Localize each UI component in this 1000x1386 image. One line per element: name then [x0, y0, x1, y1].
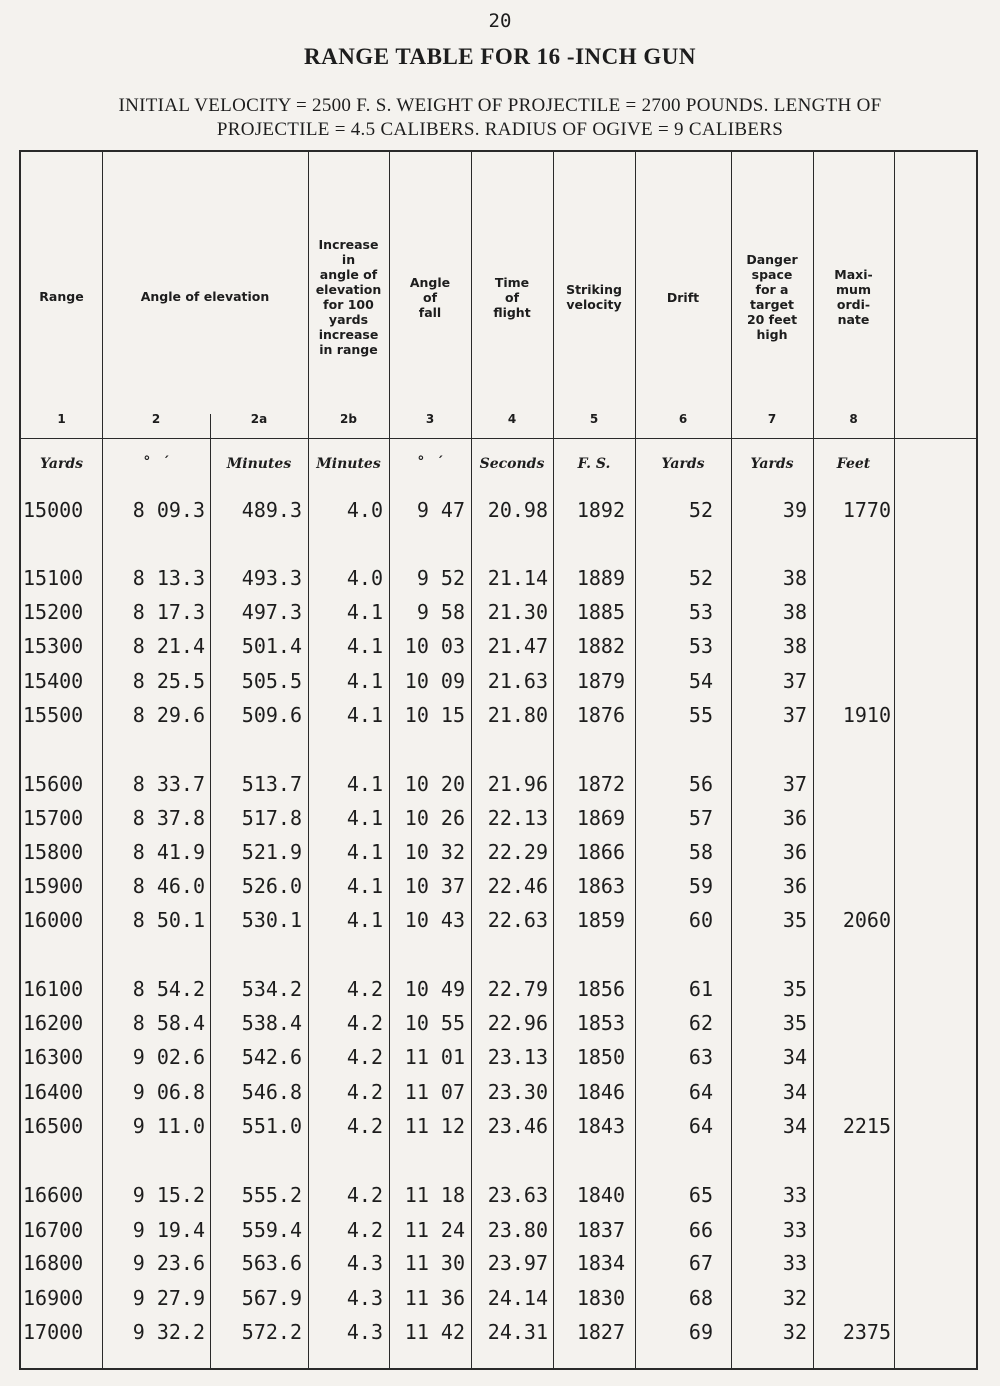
cell-vel: 1853	[576, 1011, 625, 1035]
cell-incr: 4.1	[346, 840, 383, 864]
cell-elev: 9 32.2	[132, 1320, 205, 1344]
cell-danger: 37	[782, 669, 807, 693]
cell-elev: 8 13.3	[132, 566, 205, 590]
cell-incr: 4.2	[346, 977, 383, 1001]
cell-vel: 1834	[576, 1251, 625, 1275]
cell-danger: 33	[782, 1251, 807, 1275]
cell-minutes: 493.3	[241, 566, 302, 590]
cell-range: 15700	[23, 806, 84, 830]
cell-range: 15900	[23, 874, 84, 898]
cell-vel: 1876	[576, 703, 625, 727]
cell-fall: 11 18	[404, 1183, 465, 1207]
cell-drift: 54	[688, 669, 713, 693]
cell-minutes: 501.4	[241, 634, 302, 658]
col-number: 2b	[340, 412, 357, 426]
cell-time: 23.30	[487, 1080, 548, 1104]
col-number: 8	[849, 412, 858, 426]
range-table	[19, 150, 978, 1370]
header-increase: Increase in angle of elevation for 100 yards increase in range	[315, 237, 382, 357]
cell-drift: 64	[688, 1080, 713, 1104]
cell-danger: 32	[782, 1286, 807, 1310]
cell-time: 23.13	[487, 1045, 548, 1069]
cell-fall: 11 01	[404, 1045, 465, 1069]
col-number: 2a	[250, 412, 268, 426]
cell-danger: 35	[782, 977, 807, 1001]
cell-fall: 10 09	[404, 669, 465, 693]
cell-danger: 37	[782, 703, 807, 727]
column-divider	[894, 152, 895, 1368]
cell-fall: 11 24	[404, 1218, 465, 1242]
cell-vel: 1882	[576, 634, 625, 658]
cell-danger: 33	[782, 1183, 807, 1207]
cell-vel: 1863	[576, 874, 625, 898]
header-range: Range	[39, 289, 84, 304]
cell-incr: 4.0	[346, 498, 383, 522]
cell-elev: 8 29.6	[132, 703, 205, 727]
cell-ord: 1910	[842, 703, 891, 727]
cell-time: 21.63	[487, 669, 548, 693]
header-striking-velocity: Striking velocity	[566, 282, 622, 312]
cell-danger: 34	[782, 1080, 807, 1104]
cell-time: 22.46	[487, 874, 548, 898]
cell-vel: 1866	[576, 840, 625, 864]
cell-time: 24.14	[487, 1286, 548, 1310]
cell-incr: 4.1	[346, 669, 383, 693]
cell-elev: 9 15.2	[132, 1183, 205, 1207]
unit-label: Yards	[750, 456, 794, 472]
header-elevation: Angle of elevation	[140, 289, 270, 304]
cell-time: 22.96	[487, 1011, 548, 1035]
cell-range: 15000	[23, 498, 84, 522]
cell-elev: 9 02.6	[132, 1045, 205, 1069]
cell-elev: 8 25.5	[132, 669, 205, 693]
cell-fall: 11 42	[404, 1320, 465, 1344]
cell-vel: 1850	[576, 1045, 625, 1069]
cell-fall: 10 37	[404, 874, 465, 898]
cell-fall: 9 52	[416, 566, 465, 590]
cell-range: 16100	[23, 977, 84, 1001]
cell-drift: 69	[688, 1320, 713, 1344]
cell-vel: 1846	[576, 1080, 625, 1104]
cell-vel: 1840	[576, 1183, 625, 1207]
cell-incr: 4.3	[346, 1320, 383, 1344]
cell-fall: 9 58	[416, 600, 465, 624]
unit-label: ° ′	[417, 454, 443, 470]
cell-minutes: 546.8	[241, 1080, 302, 1104]
cell-range: 16900	[23, 1286, 84, 1310]
cell-minutes: 497.3	[241, 600, 302, 624]
cell-drift: 62	[688, 1011, 713, 1035]
cell-fall: 10 15	[404, 703, 465, 727]
cell-range: 16700	[23, 1218, 84, 1242]
cell-drift: 53	[688, 600, 713, 624]
cell-elev: 8 33.7	[132, 772, 205, 796]
cell-minutes: 538.4	[241, 1011, 302, 1035]
cell-incr: 4.1	[346, 806, 383, 830]
cell-time: 21.47	[487, 634, 548, 658]
cell-range: 15100	[23, 566, 84, 590]
subtitle-line-2: PROJECTILE = 4.5 CALIBERS. RADIUS OF OGIVE = 9 CALIBERS	[216, 119, 784, 140]
cell-vel: 1889	[576, 566, 625, 590]
unit-label: Minutes	[316, 456, 381, 472]
cell-minutes: 563.6	[241, 1251, 302, 1275]
cell-minutes: 489.3	[241, 498, 302, 522]
cell-incr: 4.2	[346, 1045, 383, 1069]
cell-fall: 10 49	[404, 977, 465, 1001]
cell-incr: 4.2	[346, 1218, 383, 1242]
header-maximum-ordinate: Maxi- mum ordi- nate	[834, 267, 873, 327]
cell-drift: 66	[688, 1218, 713, 1242]
cell-elev: 8 58.4	[132, 1011, 205, 1035]
cell-minutes: 542.6	[241, 1045, 302, 1069]
cell-elev: 8 41.9	[132, 840, 205, 864]
cell-elev: 8 37.8	[132, 806, 205, 830]
cell-incr: 4.1	[346, 703, 383, 727]
cell-elev: 8 54.2	[132, 977, 205, 1001]
unit-label: ° ′	[143, 454, 169, 470]
cell-incr: 4.1	[346, 600, 383, 624]
cell-vel: 1885	[576, 600, 625, 624]
cell-vel: 1859	[576, 908, 625, 932]
cell-range: 15800	[23, 840, 84, 864]
cell-elev: 8 50.1	[132, 908, 205, 932]
cell-range: 16800	[23, 1251, 84, 1275]
cell-time: 23.80	[487, 1218, 548, 1242]
cell-time: 21.14	[487, 566, 548, 590]
cell-incr: 4.2	[346, 1080, 383, 1104]
cell-drift: 67	[688, 1251, 713, 1275]
cell-vel: 1837	[576, 1218, 625, 1242]
unit-label: Feet	[836, 456, 871, 472]
cell-drift: 63	[688, 1045, 713, 1069]
cell-fall: 10 20	[404, 772, 465, 796]
cell-vel: 1856	[576, 977, 625, 1001]
cell-fall: 11 30	[404, 1251, 465, 1275]
col-number: 5	[589, 412, 599, 426]
cell-fall: 10 43	[404, 908, 465, 932]
header-rule	[21, 438, 976, 439]
cell-elev: 9 11.0	[132, 1114, 205, 1138]
cell-drift: 55	[688, 703, 713, 727]
cell-ord: 2375	[842, 1320, 891, 1344]
cell-drift: 53	[688, 634, 713, 658]
cell-range: 16300	[23, 1045, 84, 1069]
cell-vel: 1892	[576, 498, 625, 522]
cell-minutes: 513.7	[241, 772, 302, 796]
cell-minutes: 551.0	[241, 1114, 302, 1138]
cell-danger: 32	[782, 1320, 807, 1344]
cell-vel: 1843	[576, 1114, 625, 1138]
col-number: 4	[507, 412, 517, 426]
cell-fall: 10 55	[404, 1011, 465, 1035]
cell-minutes: 509.6	[241, 703, 302, 727]
cell-drift: 68	[688, 1286, 713, 1310]
cell-incr: 4.0	[346, 566, 383, 590]
cell-incr: 4.2	[346, 1011, 383, 1035]
cell-range: 16200	[23, 1011, 84, 1035]
cell-drift: 56	[688, 772, 713, 796]
cell-ord: 2060	[842, 908, 891, 932]
cell-minutes: 534.2	[241, 977, 302, 1001]
cell-range: 17000	[23, 1320, 84, 1344]
cell-range: 16500	[23, 1114, 84, 1138]
cell-elev: 8 17.3	[132, 600, 205, 624]
cell-incr: 4.1	[346, 908, 383, 932]
cell-fall: 11 07	[404, 1080, 465, 1104]
cell-elev: 8 21.4	[132, 634, 205, 658]
cell-range: 15600	[23, 772, 84, 796]
page-number: 20	[488, 10, 512, 32]
cell-incr: 4.1	[346, 874, 383, 898]
cell-elev: 8 46.0	[132, 874, 205, 898]
cell-time: 20.98	[487, 498, 548, 522]
cell-incr: 4.3	[346, 1286, 383, 1310]
cell-incr: 4.2	[346, 1183, 383, 1207]
cell-drift: 65	[688, 1183, 713, 1207]
cell-vel: 1872	[576, 772, 625, 796]
cell-fall: 10 26	[404, 806, 465, 830]
cell-time: 22.29	[487, 840, 548, 864]
cell-range: 15400	[23, 669, 84, 693]
cell-time: 23.63	[487, 1183, 548, 1207]
cell-minutes: 517.8	[241, 806, 302, 830]
cell-incr: 4.3	[346, 1251, 383, 1275]
cell-danger: 37	[782, 772, 807, 796]
cell-fall: 11 12	[404, 1114, 465, 1138]
cell-incr: 4.1	[346, 634, 383, 658]
cell-range: 15300	[23, 634, 84, 658]
cell-range: 15500	[23, 703, 84, 727]
header-time-of-flight: Time of flight	[493, 275, 531, 320]
cell-danger: 36	[782, 806, 807, 830]
cell-time: 23.97	[487, 1251, 548, 1275]
cell-drift: 52	[688, 498, 713, 522]
cell-drift: 64	[688, 1114, 713, 1138]
cell-danger: 34	[782, 1114, 807, 1138]
cell-fall: 9 47	[416, 498, 465, 522]
cell-minutes: 526.0	[241, 874, 302, 898]
unit-label: Minutes	[226, 456, 292, 472]
unit-label: Yards	[39, 456, 84, 472]
cell-danger: 38	[782, 566, 807, 590]
cell-time: 23.46	[487, 1114, 548, 1138]
cell-danger: 36	[782, 840, 807, 864]
cell-danger: 33	[782, 1218, 807, 1242]
col-number: 7	[767, 412, 777, 426]
subtitle-line-1: INITIAL VELOCITY = 2500 F. S. WEIGHT OF PROJECTILE = 2700 POUNDS. LENGTH OF	[118, 95, 882, 116]
cell-vel: 1827	[576, 1320, 625, 1344]
cell-drift: 57	[688, 806, 713, 830]
cell-drift: 52	[688, 566, 713, 590]
cell-danger: 34	[782, 1045, 807, 1069]
col-number: 2	[151, 412, 161, 426]
unit-label: Yards	[661, 456, 705, 472]
header-danger-space: Danger space for a target 20 feet high	[746, 252, 798, 342]
cell-time: 22.79	[487, 977, 548, 1001]
cell-time: 21.80	[487, 703, 548, 727]
cell-range: 16000	[23, 908, 84, 932]
column-divider	[102, 152, 103, 1368]
cell-range: 16400	[23, 1080, 84, 1104]
cell-incr: 4.2	[346, 1114, 383, 1138]
cell-danger: 35	[782, 908, 807, 932]
cell-range: 15200	[23, 600, 84, 624]
cell-elev: 9 23.6	[132, 1251, 205, 1275]
unit-label: Seconds	[479, 456, 545, 472]
cell-drift: 58	[688, 840, 713, 864]
header-drift: Drift	[666, 290, 700, 305]
header-angle-of-fall: Angle of fall	[409, 275, 451, 320]
cell-fall: 11 36	[404, 1286, 465, 1310]
cell-fall: 10 32	[404, 840, 465, 864]
cell-time: 21.96	[487, 772, 548, 796]
cell-minutes: 505.5	[241, 669, 302, 693]
cell-vel: 1879	[576, 669, 625, 693]
cell-danger: 35	[782, 1011, 807, 1035]
cell-incr: 4.1	[346, 772, 383, 796]
cell-range: 16600	[23, 1183, 84, 1207]
column-divider	[813, 152, 814, 1368]
cell-minutes: 567.9	[241, 1286, 302, 1310]
cell-drift: 61	[688, 977, 713, 1001]
unit-label: F. S.	[577, 456, 611, 472]
cell-minutes: 521.9	[241, 840, 302, 864]
cell-danger: 39	[782, 498, 807, 522]
cell-time: 21.30	[487, 600, 548, 624]
cell-elev: 9 27.9	[132, 1286, 205, 1310]
cell-danger: 38	[782, 634, 807, 658]
cell-minutes: 555.2	[241, 1183, 302, 1207]
cell-minutes: 572.2	[241, 1320, 302, 1344]
cell-fall: 10 03	[404, 634, 465, 658]
cell-danger: 36	[782, 874, 807, 898]
cell-ord: 2215	[842, 1114, 891, 1138]
cell-vel: 1830	[576, 1286, 625, 1310]
cell-drift: 60	[688, 908, 713, 932]
col-number: 6	[678, 412, 688, 426]
cell-elev: 9 06.8	[132, 1080, 205, 1104]
cell-ord: 1770	[842, 498, 891, 522]
cell-danger: 38	[782, 600, 807, 624]
col-number: 3	[425, 412, 435, 426]
cell-minutes: 530.1	[241, 908, 302, 932]
cell-elev: 9 19.4	[132, 1218, 205, 1242]
cell-elev: 8 09.3	[132, 498, 205, 522]
page-title: RANGE TABLE FOR 16 -INCH GUN	[303, 44, 697, 69]
cell-time: 22.13	[487, 806, 548, 830]
col-number: 1	[57, 412, 66, 426]
cell-time: 24.31	[487, 1320, 548, 1344]
cell-drift: 59	[688, 874, 713, 898]
cell-time: 22.63	[487, 908, 548, 932]
cell-minutes: 559.4	[241, 1218, 302, 1242]
cell-vel: 1869	[576, 806, 625, 830]
